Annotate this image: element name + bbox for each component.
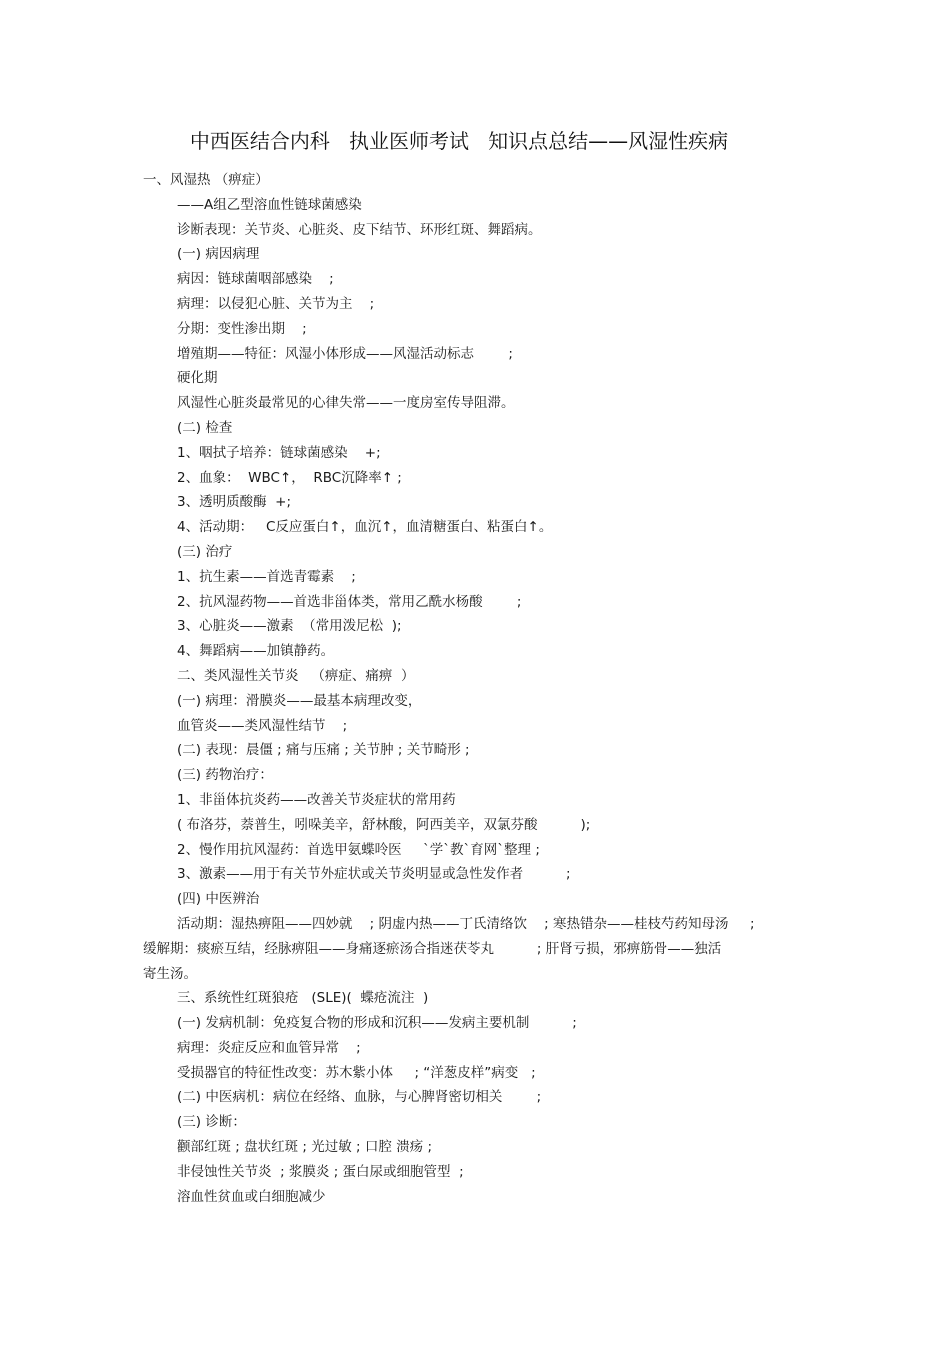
text-line: 病理：炎症反应和血管异常 ; xyxy=(177,1039,361,1056)
text-line: 病理：以侵犯心脏、关节为主 ; xyxy=(177,295,375,312)
text-line: 3、激素——用于有关节外症状或关节炎明显或急性发作者 ; xyxy=(177,866,571,883)
text-line: 2、慢作用抗风湿药：首选甲氨蝶呤医 `学`教`育网`整理 ; xyxy=(177,841,540,858)
section-heading-rheumatoid-arthritis: 二、类风湿性关节炎 （痹症、痛痹 ） xyxy=(177,667,415,684)
text-line: 1、抗生素——首选青霉素 ; xyxy=(177,568,356,585)
text-line: 硬化期 xyxy=(177,370,218,387)
text-line: 4、舞蹈病——加镇静药。 xyxy=(177,643,335,660)
text-line: 缓解期：痰瘀互结，经脉痹阻——身痛逐瘀汤合指迷茯苓丸 ; 肝肾亏损，邪痹筋骨——独活 xyxy=(143,940,722,957)
subheading-line: (二) 表现：晨僵 ; 痛与压痛 ; 关节肿 ; 关节畸形 ; xyxy=(177,742,470,759)
text-line: 分期：变性渗出期 ; xyxy=(177,320,307,337)
text-line: 诊断表现：关节炎、心脏炎、皮下结节、环形红斑、舞蹈病。 xyxy=(177,221,542,238)
text-line: 4、活动期： C反应蛋白↑，血沉↑，血清糖蛋白、粘蛋白↑。 xyxy=(177,519,553,536)
subheading-line: (四) 中医辨治 xyxy=(177,891,260,908)
text-line: 2、抗风湿药物——首选非甾体类，常用乙酰水杨酸 ; xyxy=(177,593,522,610)
text-line: 风湿性心脏炎最常见的心律失常——一度房室传导阻滞。 xyxy=(177,395,515,412)
text-line: 3、心脏炎——激素 （常用泼尼松 ); xyxy=(177,618,402,635)
subheading-line: (二) 检查 xyxy=(177,419,233,436)
section-heading-rheumatic-fever: 一、风湿热 （痹症） xyxy=(143,172,269,188)
subheading-line: (一) 发病机制：免疫复合物的形成和沉积——发病主要机制 ; xyxy=(177,1015,577,1032)
text-line: 增殖期——特征：风湿小体形成——风湿活动标志 ; xyxy=(177,345,513,362)
text-line: ( 布洛芬，萘普生，吲哚美辛，舒林酸，阿西美辛，双氯芬酸 ); xyxy=(177,816,591,833)
text-line: 活动期：湿热痹阻——四妙就 ; 阴虚内热——丁氏清络饮 ; 寒热错杂——桂枝芍药知母汤 ; xyxy=(177,915,755,932)
subheading-line: (一) 病因病理 xyxy=(177,246,260,263)
text-line: 受损器官的特征性改变：苏木紫小体 ; “洋葱皮样”病变 ; xyxy=(177,1064,536,1081)
text-line: 病因：链球菌咽部感染 ; xyxy=(177,271,334,288)
text-line: 溶血性贫血或白细胞减少 xyxy=(177,1188,326,1205)
subheading-line: (二) 中医病机：病位在经络、血脉，与心脾肾密切相关 ; xyxy=(177,1089,542,1106)
subheading-line: (三) 诊断： xyxy=(177,1114,246,1131)
document-body xyxy=(143,168,823,1209)
document-title: 中西医结合内科 执业医师考试 知识点总结——风湿性疾病 xyxy=(189,129,729,153)
subheading-line: (三) 药物治疗： xyxy=(177,767,273,784)
text-line: 血管炎——类风湿性结节 ; xyxy=(177,717,348,734)
text-line: ——A组乙型溶血性链球菌感染 xyxy=(177,196,362,213)
text-line: 1、咽拭子培养：链球菌感染 +; xyxy=(177,444,381,461)
text-line: 寄生汤。 xyxy=(143,965,197,982)
text-line: 3、透明质酸酶 +; xyxy=(177,494,292,511)
subheading-line: (一) 病理：滑膜炎——最基本病理改变， xyxy=(177,692,422,709)
subheading-line: (三) 治疗 xyxy=(177,543,233,560)
text-line: 颧部红斑 ; 盘状红斑 ; 光过敏 ; 口腔 溃疡 ; xyxy=(177,1139,433,1156)
text-line: 2、血象： WBC↑， RBC沉降率↑ ; xyxy=(177,469,402,486)
text-line: 非侵蚀性关节炎 ; 浆膜炎 ; 蛋白尿或细胞管型 ; xyxy=(177,1163,464,1180)
text-line: 1、非甾体抗炎药——改善关节炎症状的常用药 xyxy=(177,791,456,808)
section-heading-sle: 三、系统性红斑狼疮 (SLE)( 蝶疮流注 ) xyxy=(177,990,429,1007)
